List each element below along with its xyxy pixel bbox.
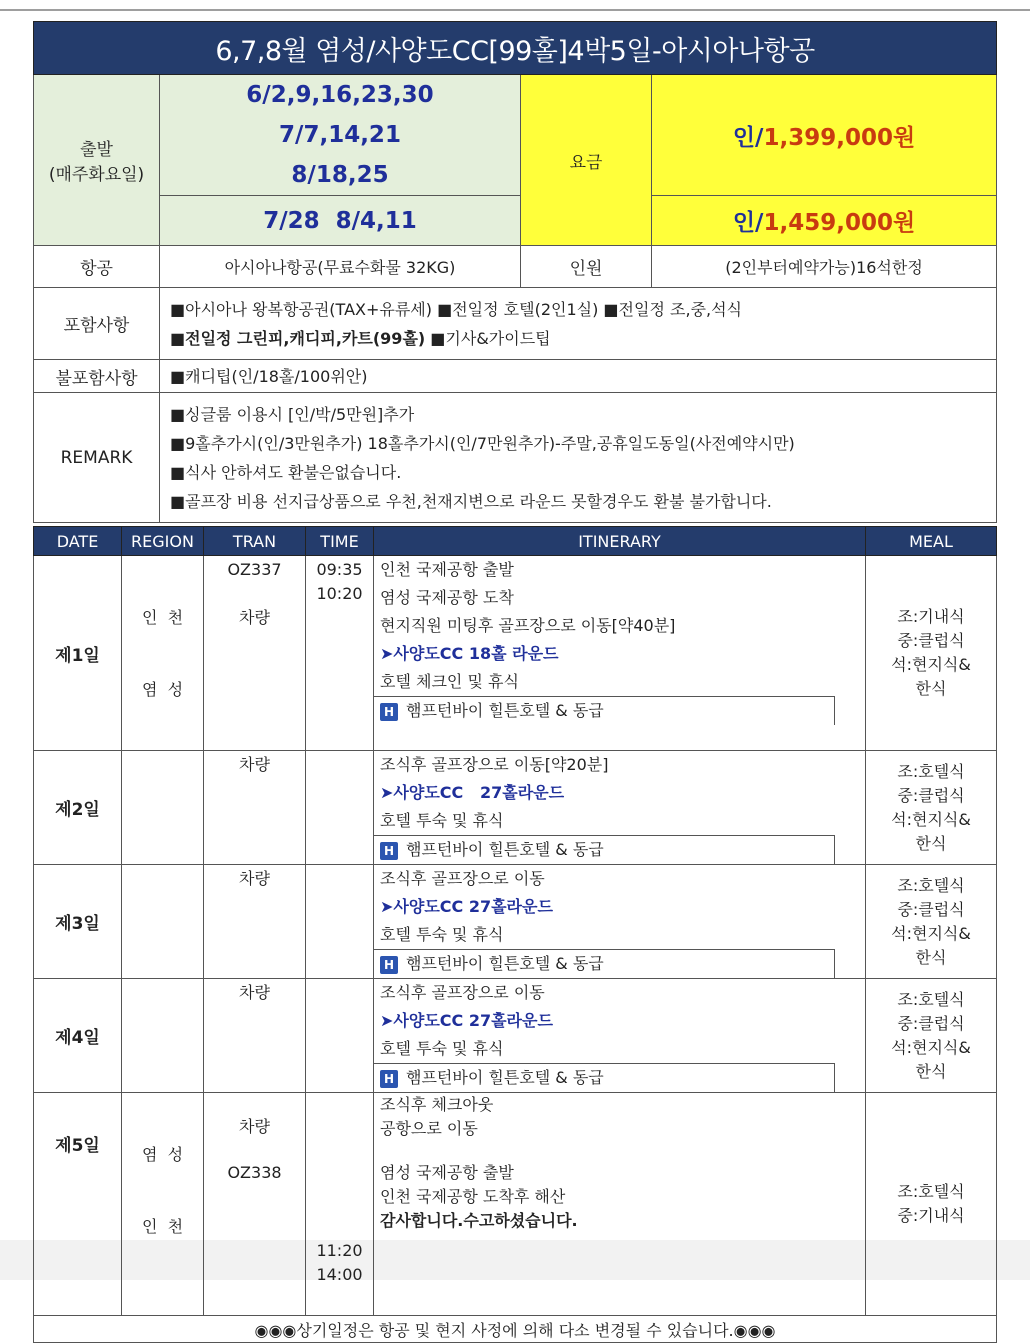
price-2	[652, 196, 997, 246]
time-line: 10:20	[316, 584, 363, 603]
meal-line: 중:클럽식	[897, 785, 965, 805]
itinerary-line: 호텔 투숙 및 휴식	[380, 1039, 504, 1058]
departure-dates-2: 7/28 8/4,11	[160, 196, 521, 246]
tour-title: 6,7,8월 염성/사양도CC[99홀]4박5일-아시아나항공	[34, 22, 997, 75]
day-label: 제2일	[34, 751, 122, 865]
transport-car: 차량	[239, 608, 270, 627]
day-time	[306, 865, 374, 979]
meal-line: 한식	[915, 679, 947, 698]
day-transport	[204, 1093, 306, 1316]
day-label: 제3일	[34, 865, 122, 979]
meal-line: 한식	[915, 1061, 947, 1081]
hotel-icon: H	[380, 703, 398, 721]
hotel-name: 햄프턴바이 힐튼호텔 & 동급	[406, 701, 604, 720]
itinerary-line: 조식후 골프장으로 이동	[380, 983, 545, 1002]
day-itinerary	[374, 979, 866, 1093]
transport-car: 차량	[239, 1117, 270, 1136]
meal-line: 중:클럽식	[897, 899, 965, 919]
itinerary-line: 호텔 체크인 및 휴식	[380, 672, 519, 691]
remark-line: ■골프장 비용 선지급상품으로 우천,천재지변으로 라운드 못할경우도 환불 불가합니다.	[170, 491, 772, 511]
day-meal	[866, 751, 997, 865]
price-2-prefix: 인/	[732, 210, 764, 236]
time-line: 14:00	[316, 1265, 363, 1284]
itinerary-line: 호텔 투숙 및 휴식	[380, 811, 504, 830]
meal-line: 한식	[915, 833, 947, 853]
meal-line: 조:호텔식	[897, 761, 965, 781]
schedule-footnote: ◉◉◉상기일정은 항공 및 현지 사정에 의해 다소 변경될 수 있습니다.◉◉◉	[34, 1316, 997, 1343]
meal-line: 조:호텔식	[897, 989, 965, 1009]
day-meal	[866, 556, 997, 751]
time-line: 09:35	[316, 560, 363, 579]
time-line: 11:20	[316, 1241, 363, 1260]
day-region	[122, 865, 204, 979]
day-row-2	[34, 751, 997, 865]
day-region	[122, 556, 204, 751]
transport-car: 차량	[239, 983, 270, 1002]
hotel-icon: H	[380, 842, 398, 860]
header-time: TIME	[306, 527, 374, 556]
departure-date-july: 7/7,14,21	[279, 122, 401, 148]
golf-round: ➤사양도CC 27홀라운드	[380, 1011, 553, 1030]
hotel-name: 햄프턴바이 힐튼호텔 & 동급	[406, 840, 604, 859]
hotel-icon: H	[380, 956, 398, 974]
included-line-2-rest: ■기사&가이드팁	[425, 328, 551, 348]
price-1	[652, 75, 997, 196]
day-time	[306, 1093, 374, 1316]
itinerary-line: 공항으로 이동	[380, 1119, 478, 1138]
remark-line: ■9홀추가시(인/3만원추가) 18홀추가시(인/7만원추가)-주말,공휴일도동일(사전예약시만)	[170, 433, 795, 453]
day-time	[306, 979, 374, 1093]
remark-line: ■식사 안하셔도 환불은없습니다.	[170, 462, 402, 482]
hotel-line	[374, 1063, 835, 1092]
included-line-1: ■아시아나 왕복항공권(TAX+유류세) ■전일정 호텔(2인1실) ■전일정 조,중,석식	[170, 299, 742, 319]
departure-sublabel: (매주화요일)	[48, 165, 145, 185]
included-line-2	[170, 324, 986, 353]
meal-line: 중:클럽식	[897, 631, 965, 650]
meal-line: 석:현지식&	[891, 1037, 971, 1057]
remark-line: ■싱글룸 이용시 [인/박/5만원]추가	[170, 404, 415, 424]
day-row-5	[34, 1093, 997, 1316]
header-date: DATE	[34, 527, 122, 556]
day-region	[122, 1093, 204, 1316]
day-transport	[204, 865, 306, 979]
airline-label: 항공	[34, 246, 160, 288]
meal-line: 조:호텔식	[897, 1182, 965, 1201]
meal-line: 조:기내식	[897, 607, 965, 626]
day-meal	[866, 1093, 997, 1316]
price-2-amount: 1,459,000원	[763, 210, 916, 236]
region-line: 염 성	[141, 1145, 184, 1164]
fee-label: 요금	[521, 75, 652, 246]
excluded-value: ■캐디팁(인/18홀/100위안)	[160, 360, 997, 393]
transport-car: 차량	[239, 755, 270, 774]
day-itinerary	[374, 1093, 866, 1316]
day-time	[306, 751, 374, 865]
hotel-line	[374, 949, 835, 978]
day-row-1	[34, 556, 997, 751]
flight-number: OZ338	[227, 1163, 282, 1182]
excluded-label: 불포함사항	[34, 360, 160, 393]
departure-dates-1	[160, 75, 521, 196]
hotel-name: 햄프턴바이 힐튼호텔 & 동급	[406, 1068, 604, 1087]
day-itinerary	[374, 556, 866, 751]
region-line: 인 천	[141, 1217, 184, 1236]
day-itinerary	[374, 751, 866, 865]
golf-round: ➤사양도CC 18홀 라운드	[380, 644, 559, 663]
itinerary-line: 조식후 골프장으로 이동	[380, 869, 545, 888]
remark-lines	[160, 393, 997, 523]
meal-line: 석:현지식&	[891, 655, 971, 674]
golf-round: ➤사양도CC 27홀라운드	[380, 783, 565, 802]
day-meal	[866, 865, 997, 979]
itinerary-line: 조식후 골프장으로 이동[약20분]	[380, 755, 609, 774]
header-itinerary: ITINERARY	[374, 527, 866, 556]
hotel-name: 햄프턴바이 힐튼호텔 & 동급	[406, 954, 604, 973]
day-time	[306, 556, 374, 751]
header-tran: TRAN	[204, 527, 306, 556]
departure-label: 출발	[80, 140, 113, 160]
day-label: 제4일	[34, 979, 122, 1093]
meal-line: 석:현지식&	[891, 809, 971, 829]
day-meal	[866, 979, 997, 1093]
itinerary-line: 염성 국제공항 도착	[380, 588, 514, 607]
hotel-icon: H	[380, 1070, 398, 1088]
day-region	[122, 751, 204, 865]
region-line: 인 천	[141, 608, 184, 627]
day-label: 제1일	[34, 556, 122, 751]
itinerary-line: 인천 국제공항 도착후 해산	[380, 1187, 566, 1206]
transport-car: 차량	[239, 869, 270, 888]
included-line-2-bold: ■전일정 그린피,캐디피,카트(99홀)	[170, 328, 426, 348]
price-1-amount: 1,399,000원	[763, 124, 916, 151]
remark-label: REMARK	[34, 393, 160, 523]
day-transport	[204, 751, 306, 865]
itinerary-line: 염성 국제공항 출발	[380, 1163, 514, 1182]
meal-line: 석:현지식&	[891, 923, 971, 943]
included-label: 포함사항	[34, 288, 160, 360]
departure-label-cell	[34, 75, 160, 246]
itinerary-header-row	[34, 527, 997, 556]
airline-value: 아시아나항공(무료수화물 32KG)	[160, 246, 521, 288]
departure-date-june: 6/2,9,16,23,30	[246, 82, 434, 108]
day-transport	[204, 556, 306, 751]
hotel-line	[374, 835, 835, 864]
itinerary-line: 조식후 체크아웃	[380, 1095, 494, 1114]
people-value: (2인부터예약가능)16석한정	[652, 246, 997, 288]
included-items	[160, 288, 997, 360]
day-label: 제5일	[34, 1093, 122, 1316]
day-region	[122, 979, 204, 1093]
meal-line: 조:호텔식	[897, 875, 965, 895]
meal-line: 중:클럽식	[897, 1013, 965, 1033]
people-label: 인원	[521, 246, 652, 288]
day-row-4	[34, 979, 997, 1093]
hotel-line	[374, 696, 835, 725]
departure-date-august: 8/18,25	[291, 162, 389, 188]
closing-message: 감사합니다.수고하셨습니다.	[380, 1211, 578, 1230]
day-itinerary	[374, 865, 866, 979]
day-transport	[204, 979, 306, 1093]
meal-line: 중:기내식	[897, 1206, 965, 1225]
tour-info-table	[33, 21, 997, 523]
region-line: 염 성	[141, 680, 184, 699]
meal-line: 한식	[915, 947, 947, 967]
header-region: REGION	[122, 527, 204, 556]
price-1-prefix: 인/	[732, 124, 764, 151]
itinerary-line: 호텔 투숙 및 휴식	[380, 925, 504, 944]
top-divider	[0, 9, 1030, 11]
day-row-3	[34, 865, 997, 979]
itinerary-line: 인천 국제공항 출발	[380, 560, 514, 579]
flight-number: OZ337	[227, 560, 282, 579]
header-meal: MEAL	[866, 527, 997, 556]
golf-round: ➤사양도CC 27홀라운드	[380, 897, 553, 916]
itinerary-table	[33, 526, 997, 1343]
itinerary-line: 현지직원 미팅후 골프장으로 이동[약40분]	[380, 616, 676, 635]
